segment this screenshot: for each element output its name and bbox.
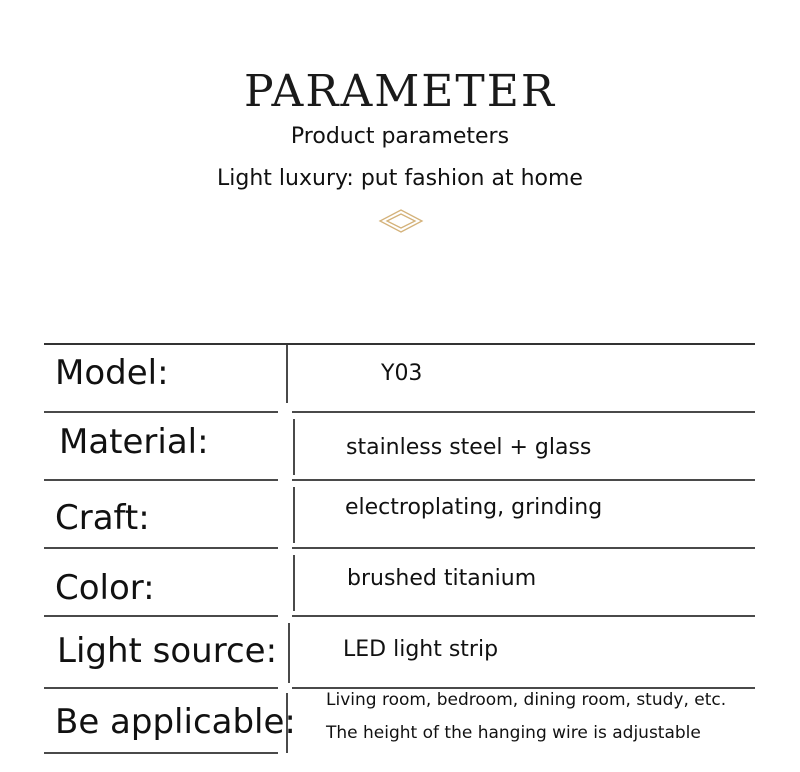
table-rule bbox=[44, 615, 278, 617]
page-subtitle: Product parameters bbox=[290, 124, 510, 149]
param-label-color: Color: bbox=[55, 568, 155, 608]
table-divider bbox=[288, 623, 290, 683]
table-rule bbox=[44, 547, 278, 549]
diamond-ornament-icon bbox=[377, 207, 425, 235]
table-divider bbox=[293, 555, 295, 611]
table-rule-bottom bbox=[44, 752, 278, 754]
param-label-craft: Craft: bbox=[55, 498, 150, 538]
page-tagline: Light luxury: put fashion at home bbox=[217, 166, 583, 191]
param-value-applicable-line-1: Living room, bedroom, dining room, study, etc. bbox=[326, 690, 727, 710]
table-rule bbox=[292, 411, 755, 413]
page-title: PARAMETER bbox=[243, 66, 556, 117]
param-value-color: brushed titanium bbox=[347, 566, 537, 591]
param-label-model: Model: bbox=[55, 353, 169, 393]
param-label-light-source: Light source: bbox=[57, 631, 278, 671]
table-rule bbox=[292, 615, 755, 617]
table-rule bbox=[44, 411, 278, 413]
param-label-material: Material: bbox=[59, 422, 209, 462]
table-rule bbox=[292, 687, 755, 689]
table-rule bbox=[292, 547, 755, 549]
param-label-applicable: Be applicable: bbox=[55, 702, 296, 742]
table-rule-top bbox=[44, 343, 755, 345]
param-value-applicable-line-2: The height of the hanging wire is adjustable bbox=[326, 723, 701, 743]
table-rule bbox=[44, 479, 278, 481]
param-value-craft: electroplating, grinding bbox=[345, 495, 603, 520]
table-rule bbox=[44, 687, 278, 689]
param-value-model: Y03 bbox=[381, 361, 423, 386]
param-value-material: stainless steel + glass bbox=[346, 435, 592, 460]
table-rule bbox=[292, 479, 755, 481]
parameter-table bbox=[44, 343, 755, 754]
param-value-light-source: LED light strip bbox=[343, 637, 499, 662]
table-divider bbox=[293, 419, 295, 475]
table-divider bbox=[286, 345, 288, 403]
table-divider bbox=[293, 487, 295, 543]
